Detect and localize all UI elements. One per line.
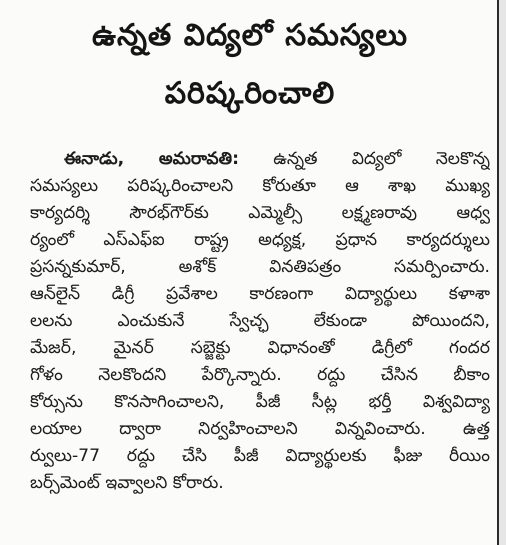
dateline: ఈనాడు, అమరావతి: xyxy=(64,149,239,169)
body-line: ర్వులు-77 రద్దు చేసి పీజీ విద్యార్థులకు ఫీజు రీయిం xyxy=(30,446,490,466)
headline-line-2: పరిష్కరించాలి xyxy=(164,76,336,111)
page-edge-shade xyxy=(499,0,506,545)
body-line: కార్యదర్శి సౌరభ్‌గౌర్‌కు ఎమ్మెల్సీ లక్ష్మణరావు ఆధ్వ xyxy=(30,203,490,223)
body-line: గోళం నెలకొందని పేర్కొన్నారు. రద్దు చేసిన బీకాం xyxy=(30,365,490,385)
body-line: ర్యంలో ఎస్‌ఎఫ్‌ఐ రాష్ట్ర అధ్యక్ష, ప్రధాన కార్యదర్శులు xyxy=(30,230,490,250)
body-line: సమస్యలు పరిష్కరించాలని కోరుతూ ఆ శాఖ ముఖ్య xyxy=(30,176,490,196)
body-line: లయాల ద్వారా నిర్వహించాలని విన్నవించారు. ఉత్త xyxy=(30,419,490,439)
body-line: లలను ఎంచుకునే స్వేచ్ఛ లేకుండా పోయిందని, xyxy=(30,311,490,331)
headline-line-1: ఉన్నత విద్యలో సమస్యలు xyxy=(92,18,408,53)
body-first-line xyxy=(64,146,490,172)
body-line: ఆన్‌లైన్ డిగ్రీ ప్రవేశాల కారణంగా విద్యార్థులు కళాశా xyxy=(30,284,490,304)
body-line: కోర్సును కొనసాగించాలని, పీజీ సీట్ల భర్తీ విశ్వవిద్యా xyxy=(30,392,490,412)
body-line-last: బర్స్‌మెంట్ ఇవ్వాలని కోరారు. xyxy=(30,473,224,493)
first-line-text: ఉన్నత విద్యలో నెలకొన్న xyxy=(238,149,490,169)
body-line: ప్రసన్నకుమార్, అశోక్ వినతిపత్రం సమర్పించారు. xyxy=(30,257,490,277)
body-line: మేజర్, మైనర్ సబ్జెక్టు విధానంతో డిగ్రీలో గందర xyxy=(30,338,490,358)
